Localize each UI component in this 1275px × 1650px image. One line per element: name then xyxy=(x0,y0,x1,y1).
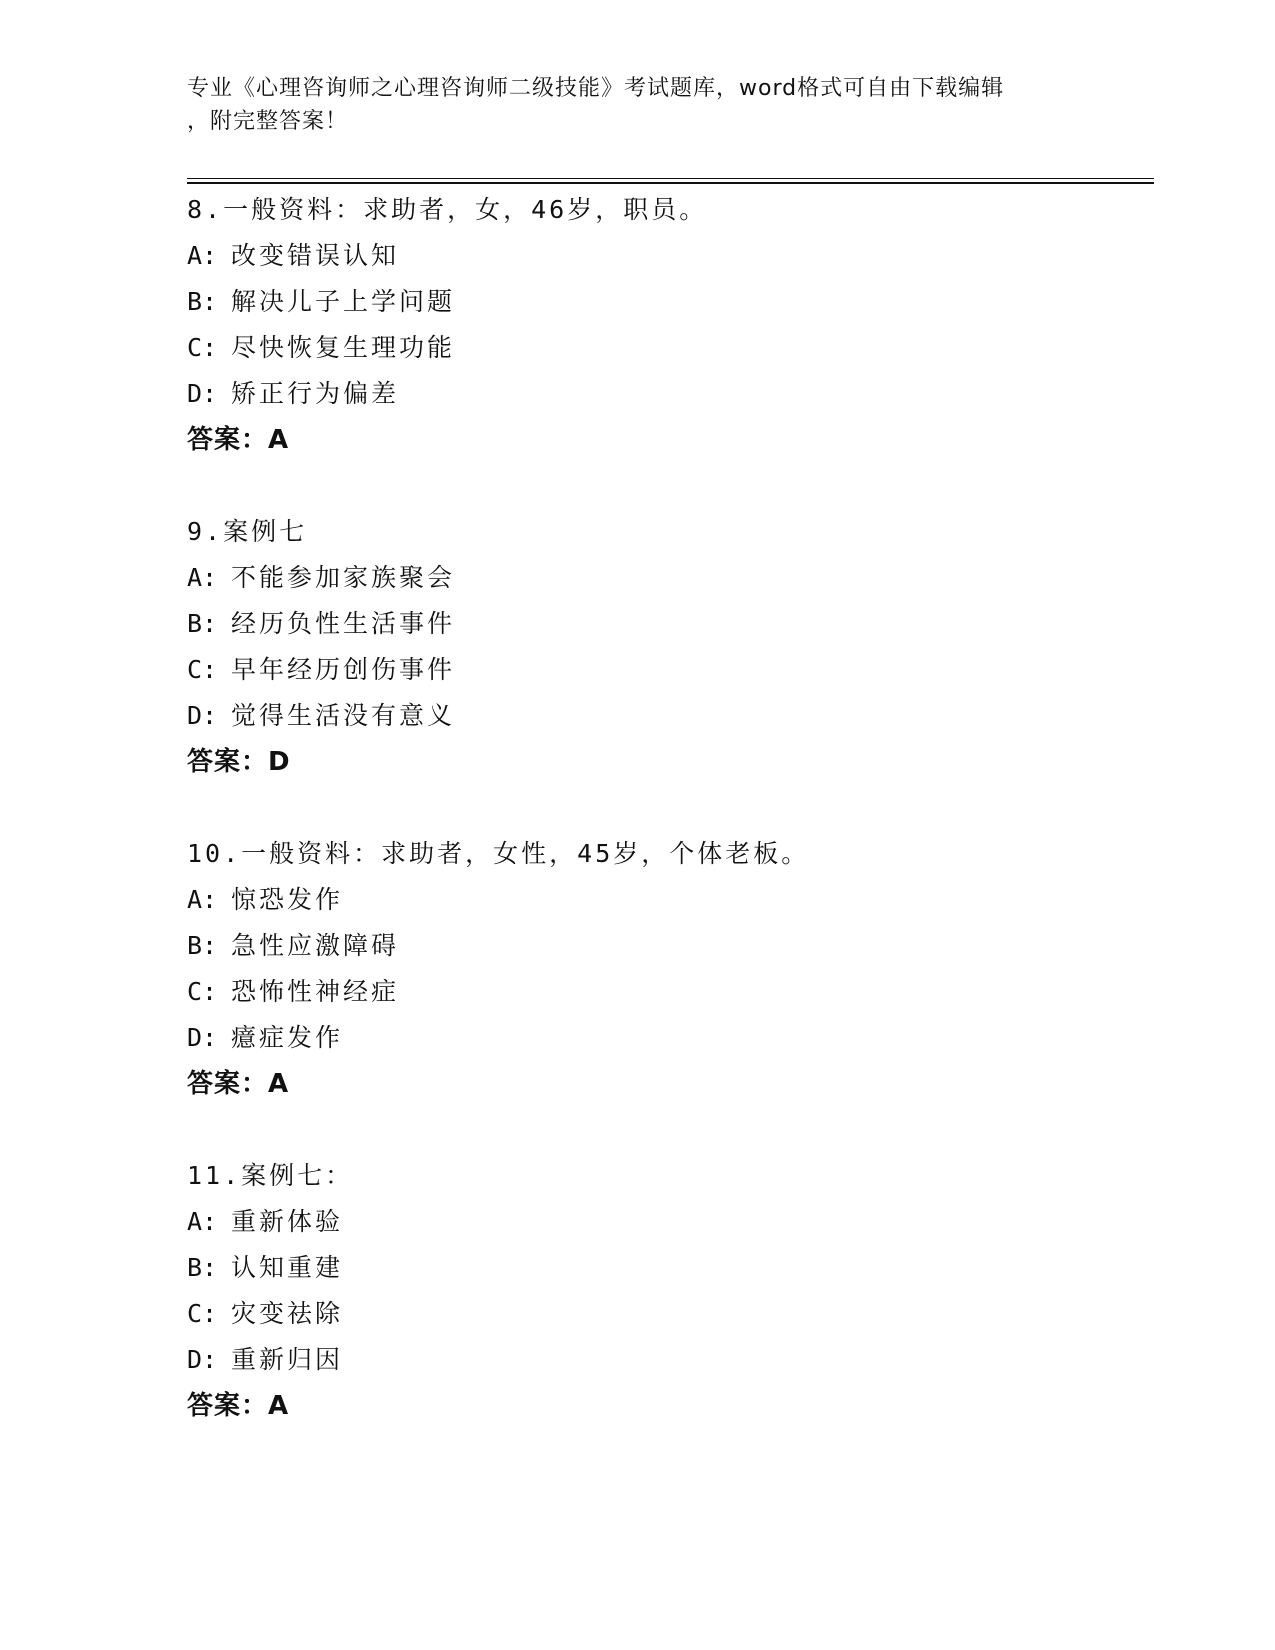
option-text: 重新归因 xyxy=(231,1345,344,1374)
header-divider xyxy=(187,178,1154,184)
option-a xyxy=(187,233,1147,279)
question-stem: 10.一般资料：求助者，女性，45岁，个体老板。 xyxy=(187,839,810,868)
option-letter: A: xyxy=(187,563,218,592)
answer: 答案：A xyxy=(187,1069,290,1099)
option-a xyxy=(187,555,1147,601)
option-d xyxy=(187,371,1147,417)
header-line-2: ，附完整答案！ xyxy=(187,109,349,134)
question-9 xyxy=(187,509,1147,785)
question-8 xyxy=(187,187,1147,463)
option-letter: B: xyxy=(187,1253,218,1282)
option-text: 尽快恢复生理功能 xyxy=(231,333,456,362)
option-letter: D: xyxy=(187,1023,218,1052)
option-c xyxy=(187,1291,1147,1337)
question-10 xyxy=(187,831,1147,1107)
option-d xyxy=(187,1337,1147,1383)
option-b xyxy=(187,279,1147,325)
option-b xyxy=(187,923,1147,969)
option-letter: C: xyxy=(187,333,218,362)
option-letter: B: xyxy=(187,931,218,960)
answer: 答案：D xyxy=(187,747,291,777)
option-text: 解决儿子上学问题 xyxy=(231,287,456,316)
option-c xyxy=(187,647,1147,693)
option-b xyxy=(187,1245,1147,1291)
option-text: 急性应激障碍 xyxy=(231,931,400,960)
option-letter: C: xyxy=(187,655,218,684)
option-text: 惊恐发作 xyxy=(231,885,344,914)
option-a xyxy=(187,877,1147,923)
option-c xyxy=(187,325,1147,371)
header-line-1: 专业《心理咨询师之心理咨询师二级技能》考试题库，word格式可自由下载编辑 xyxy=(187,76,1005,101)
option-letter: D: xyxy=(187,379,218,408)
option-letter: A: xyxy=(187,1207,218,1236)
question-11 xyxy=(187,1153,1147,1429)
option-text: 经历负性生活事件 xyxy=(231,609,456,638)
document-header xyxy=(187,72,1087,138)
question-stem: 8.一般资料：求助者，女，46岁，职员。 xyxy=(187,195,708,224)
option-text: 觉得生活没有意义 xyxy=(231,701,456,730)
option-d xyxy=(187,693,1147,739)
answer: 答案：A xyxy=(187,425,290,455)
option-c xyxy=(187,969,1147,1015)
option-a xyxy=(187,1199,1147,1245)
option-b xyxy=(187,601,1147,647)
option-text: 灾变祛除 xyxy=(231,1299,344,1328)
question-stem: 9.案例七 xyxy=(187,517,308,546)
option-text: 重新体验 xyxy=(231,1207,344,1236)
option-text: 矫正行为偏差 xyxy=(231,379,400,408)
option-text: 认知重建 xyxy=(231,1253,344,1282)
option-text: 改变错误认知 xyxy=(231,241,400,270)
option-letter: C: xyxy=(187,977,218,1006)
option-letter: D: xyxy=(187,1345,218,1374)
option-letter: D: xyxy=(187,701,218,730)
option-letter: A: xyxy=(187,885,218,914)
option-text: 早年经历创伤事件 xyxy=(231,655,456,684)
option-letter: C: xyxy=(187,1299,218,1328)
question-list xyxy=(187,187,1147,1475)
option-letter: A: xyxy=(187,241,218,270)
question-stem: 11.案例七： xyxy=(187,1161,354,1190)
option-text: 癔症发作 xyxy=(231,1023,344,1052)
option-text: 恐怖性神经症 xyxy=(231,977,400,1006)
option-letter: B: xyxy=(187,287,218,316)
option-text: 不能参加家族聚会 xyxy=(231,563,456,592)
answer: 答案：A xyxy=(187,1391,290,1421)
option-letter: B: xyxy=(187,609,218,638)
option-d xyxy=(187,1015,1147,1061)
